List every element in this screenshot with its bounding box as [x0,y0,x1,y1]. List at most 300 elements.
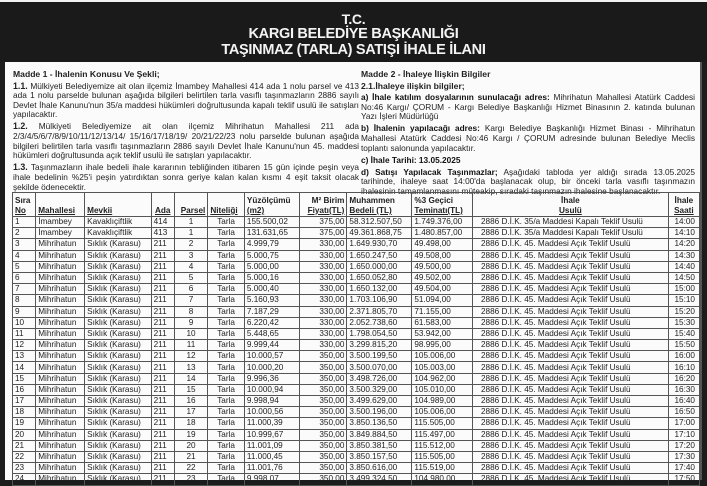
cell-ada: 211 [151,261,174,272]
cell-teminat: 115.505,00 [412,418,473,429]
cell-mevkii: Sıklık (Karasu) [85,239,151,250]
cell-sira: 17 [13,396,36,407]
cell-ada: 211 [151,440,174,451]
cell-mevkii: Sıklık (Karasu) [85,384,151,395]
col-saat-line2: Saati [674,206,694,215]
cell-saat: 16:30 [668,384,699,395]
cell-teminat: 98.995,00 [412,340,473,351]
cell-teminat: 105.003,00 [412,362,473,373]
cell-usul: 2886 D.İ.K. 45. Maddesi Açık Teklif Usulü [472,250,668,261]
cell-sira: 13 [13,351,36,362]
cell-saat: 15:30 [668,317,699,328]
cell-nitelik: Tarla [208,440,245,451]
cell-sira: 19 [13,418,36,429]
cell-nitelik: Tarla [208,328,245,339]
cell-sira: 15 [13,373,36,384]
table-row [13,239,700,250]
article-1 [13,70,359,195]
cell-sira: 9 [13,306,36,317]
cell-parsel: 16 [174,396,208,407]
cell-mahalle: Mihrihatun [36,317,85,328]
col-teminat [412,193,473,217]
cell-muhammen: 3.850.157,50 [347,451,412,462]
cell-ada: 211 [151,373,174,384]
cell-saat: 17:10 [668,429,699,440]
cell-ada: 211 [151,317,174,328]
cell-mevkii: Sıklık (Karasu) [85,418,151,429]
table-row [13,317,700,328]
cell-mevkii: Sıklık (Karasu) [85,317,151,328]
cell-teminat: 61.583,00 [412,317,473,328]
article-1-2-text: Mülkiyeti Belediyemize ait olan ilçemiz Mihrihatun Mahallesi 211 ada 2/3/4/5/6/7/8/9/10/11/12/13/14/ 15/16/17/18/19/ 20/21/22/23 nolu parselde bulunan aşağıda bilgileri belirtilen tarla vasıflı taşınmazların 2886 sayılı Devlet İhale Kanunu'nun 45. maddesi hükümleri doğrultusunda açık teklif usulü ile satışları yapılacaktır. [13,121,359,161]
cell-saat: 14:30 [668,250,699,261]
col-usul-line1: İhale [561,196,580,205]
cell-ada: 211 [151,474,174,485]
cell-nitelik: Tarla [208,272,245,283]
cell-usul: 2886 D.İ.K. 45. Maddesi Açık Teklif Usulü [472,362,668,373]
cell-parsel: 13 [174,362,208,373]
cell-teminat: 104.989,00 [412,396,473,407]
cell-yuzolcum: 5.000,00 [244,261,299,272]
cell-sira: 2 [13,228,36,239]
cell-teminat: 104.980,00 [412,474,473,485]
cell-sira: 10 [13,317,36,328]
cell-usul: 2886 D.İ.K. 45. Maddesi Açık Teklif Usulü [472,351,668,362]
cell-muhammen: 3.499.324,50 [347,474,412,485]
cell-nitelik: Tarla [208,384,245,395]
col-nitelik-label: Niteliği [210,206,238,215]
cell-saat: 17:00 [668,418,699,429]
table-row [13,384,700,395]
cell-usul: 2886 D.İ.K. 45. Maddesi Açık Teklif Usulü [472,272,668,283]
cell-yuzolcum: 9.996,36 [244,373,299,384]
cell-nitelik: Tarla [208,396,245,407]
cell-mevkii: Sıklık (Karasu) [85,463,151,474]
article-1-3-number: 1.3. [13,162,28,173]
cell-teminat: 71.155,00 [412,306,473,317]
cell-mevkii: Sıklık (Karasu) [85,373,151,384]
col-sira-line2: No [15,206,26,215]
cell-nitelik: Tarla [208,418,245,429]
cell-mahalle: Mihrihatun [36,351,85,362]
cell-birim-fiyat: 330,00 [300,261,347,272]
cell-parsel: 18 [174,418,208,429]
article-2-1-heading: 2.1.İhaleye ilişkin bilgiler; [361,80,465,91]
cell-nitelik: Tarla [208,284,245,295]
cell-saat: 16:20 [668,373,699,384]
cell-parsel: 6 [174,284,208,295]
cell-parsel: 7 [174,295,208,306]
cell-usul: 2886 D.İ.K. 45. Maddesi Açık Teklif Usulü [472,418,668,429]
cell-muhammen: 3.500.329,00 [347,384,412,395]
cell-parsel: 1 [174,217,208,228]
cell-muhammen: 1.650.247,50 [347,250,412,261]
col-parsel [174,193,208,217]
cell-mahalle: Mihrihatun [36,407,85,418]
col-nitelik [208,193,245,217]
cell-mevkii: Sıklık (Karasu) [85,351,151,362]
cell-usul: 2886 D.İ.K. 45. Maddesi Açık Teklif Usulü [472,463,668,474]
cell-mahalle: Mihrihatun [36,396,85,407]
cell-saat: 16:00 [668,351,699,362]
cell-mevkii: Sıklık (Karasu) [85,250,151,261]
cell-usul: 2886 D.İ.K. 45. Maddesi Açık Teklif Usulü [472,396,668,407]
notice-header [0,2,707,62]
table-row [13,306,700,317]
cell-sira: 4 [13,250,36,261]
cell-ada: 211 [151,250,174,261]
cell-birim-fiyat: 350,00 [300,351,347,362]
cell-nitelik: Tarla [208,217,245,228]
header-line-municipality: KARGI BELEDİYE BAŞKANLIĞI [248,26,459,42]
article-2-heading: Madde 2 - İhaleye İlişkin Bilgiler [361,69,491,79]
cell-nitelik: Tarla [208,451,245,462]
table-row [13,340,700,351]
cell-yuzolcum: 5.000,75 [244,250,299,261]
cell-mahalle: Mihrihatun [36,272,85,283]
article-2-c [361,156,695,166]
cell-birim-fiyat: 330,00 [300,250,347,261]
cell-usul: 2886 D.İ.K. 45. Maddesi Açık Teklif Usulü [472,451,668,462]
cell-parsel: 10 [174,328,208,339]
col-birim-line1: M² Birim [311,196,345,205]
col-saat-line1: İhale [674,196,694,205]
table-row [13,328,700,339]
cell-yuzolcum: 4.999,79 [244,239,299,250]
cell-muhammen: 1.650.000,00 [347,261,412,272]
article-1-1 [13,82,359,120]
cell-mahalle: Mihrihatun [36,306,85,317]
cell-mevkii: Sıklık (Karasu) [85,429,151,440]
col-birim-line2: Fiyatı(TL) [307,206,345,215]
cell-usul: 2886 D.İ.K. 45. Maddesi Açık Teklif Usulü [472,440,668,451]
col-sira [13,193,36,217]
table-row [13,250,700,261]
cell-teminat: 105.010,00 [412,384,473,395]
cell-birim-fiyat: 350,00 [300,384,347,395]
cell-yuzolcum: 11.001,76 [244,463,299,474]
cell-muhammen: 3.850.136,50 [347,418,412,429]
col-teminat-line2: Teminatı(TL) [414,206,463,215]
col-birim-fiyat [300,193,347,217]
cell-sira: 14 [13,362,36,373]
cell-yuzolcum: 9.999,44 [244,340,299,351]
cell-birim-fiyat: 350,00 [300,440,347,451]
cell-mevkii: Sıklık (Karasu) [85,306,151,317]
col-muhammen [347,193,412,217]
cell-parsel: 2 [174,239,208,250]
cell-birim-fiyat: 350,00 [300,451,347,462]
cell-yuzolcum: 10.000,57 [244,351,299,362]
cell-yuzolcum: 11.000,45 [244,451,299,462]
cell-parsel: 21 [174,451,208,462]
cell-birim-fiyat: 330,00 [300,284,347,295]
cell-parsel: 23 [174,474,208,485]
cell-mevkii: Kavaklıçiftlik [85,217,151,228]
cell-mevkii: Sıklık (Karasu) [85,451,151,462]
cell-muhammen: 3.849.884,50 [347,429,412,440]
article-2-b-text: Kargı Belediye Başkanlığı Hizmet Binası - Mihrihatun Mahallesi Atatürk Caddesi No:46 Kargı / ÇORUM adresinde bulunan Belediye Meclis toplantı salonunda yapılacaktır. [361,123,696,153]
cell-birim-fiyat: 330,00 [300,295,347,306]
cell-muhammen: 1.649.930,70 [347,239,412,250]
col-mevkii-label: Mevkii [87,206,113,215]
cell-teminat: 104.962,00 [412,373,473,384]
cell-sira: 8 [13,295,36,306]
cell-nitelik: Tarla [208,295,245,306]
cell-ada: 211 [151,384,174,395]
cell-mevkii: Sıklık (Karasu) [85,396,151,407]
cell-ada: 211 [151,396,174,407]
article-1-2-number: 1.2. [13,121,28,132]
cell-birim-fiyat: 350,00 [300,407,347,418]
cell-ada: 211 [151,451,174,462]
cell-yuzolcum: 11.001,09 [244,440,299,451]
cell-teminat: 115.497,00 [412,429,473,440]
cell-mahalle: Mihrihatun [36,295,85,306]
cell-yuzolcum: 6.220,42 [244,317,299,328]
col-mahalle-label: Mahallesi [38,206,76,215]
article-2-a-label: a) İhale katılım dosyalarının sunulacağı adres: [361,92,550,103]
table-row [13,474,700,485]
cell-ada: 211 [151,407,174,418]
cell-teminat: 1.749.376,00 [412,217,473,228]
cell-sira: 1 [13,217,36,228]
cell-muhammen: 1.650.132,00 [347,284,412,295]
table-row [13,261,700,272]
cell-sira: 5 [13,261,36,272]
cell-saat: 14:40 [668,261,699,272]
table-row [13,429,700,440]
cell-usul: 2886 D.İ.K. 45. Maddesi Açık Teklif Usulü [472,317,668,328]
cell-yuzolcum: 131.631,65 [244,228,299,239]
col-sira-line1: Sıra [15,196,31,205]
cell-sira: 23 [13,463,36,474]
cell-ada: 211 [151,328,174,339]
cell-muhammen: 3.500.196,00 [347,407,412,418]
cell-ada: 211 [151,295,174,306]
article-1-2 [13,122,359,160]
col-ada-label: Ada [154,206,171,215]
cell-teminat: 49.504,00 [412,284,473,295]
article-2-d-text: Aşağıdaki tabloda yer aldığı sırada 13.05.2025 tarihinde, ihaleye saat 14:00'da başlanacak olup, bir önceki tarla vasıflı taşınmazın ihalesinin tamamlanmasını müteakip, sıradaki taşınmazın ihalesine başlanacaktır. [361,166,695,197]
article-1-1-number: 1.1. [13,80,28,91]
cell-muhammen: 1.798.054,50 [347,328,412,339]
cell-teminat: 51.094,00 [412,295,473,306]
cell-birim-fiyat: 350,00 [300,362,347,373]
cell-mahalle: Mihrihatun [36,474,85,485]
cell-usul: 2886 D.İ.K. 35/a Maddesi Kapalı Teklif Usulü [472,217,668,228]
cell-mahalle: İmambey [36,217,85,228]
col-yuzolcum-line1: Yüzölçümü [246,196,291,205]
cell-mevkii: Kavaklıçiftlik [85,228,151,239]
col-mahalle [36,193,85,217]
cell-usul: 2886 D.İ.K. 45. Maddesi Açık Teklif Usulü [472,306,668,317]
cell-yuzolcum: 155.500,02 [244,217,299,228]
cell-usul: 2886 D.İ.K. 35/a Maddesi Kapalı Teklif Usulü [472,228,668,239]
cell-mahalle: İmambey [36,228,85,239]
cell-saat: 15:40 [668,328,699,339]
table-row [13,295,700,306]
cell-teminat: 49.500,00 [412,261,473,272]
cell-birim-fiyat: 350,00 [300,396,347,407]
cell-mevkii: Sıklık (Karasu) [85,340,151,351]
cell-sira: 16 [13,384,36,395]
cell-usul: 2886 D.İ.K. 45. Maddesi Açık Teklif Usulü [472,384,668,395]
cell-birim-fiyat: 330,00 [300,317,347,328]
table-row [13,284,700,295]
right-frame-border [700,62,702,480]
col-ada [151,193,174,217]
cell-mevkii: Sıklık (Karasu) [85,440,151,451]
cell-yuzolcum: 10.000,94 [244,384,299,395]
cell-parsel: 1 [174,228,208,239]
cell-mahalle: Mihrihatun [36,451,85,462]
article-2-b-label: b) İhalenin yapılacağı adres: [361,123,480,134]
cell-saat: 17:30 [668,451,699,462]
cell-usul: 2886 D.İ.K. 45. Maddesi Açık Teklif Usulü [472,407,668,418]
cell-birim-fiyat: 350,00 [300,429,347,440]
cell-muhammen: 58.312.507,50 [347,217,412,228]
table-row [13,451,700,462]
col-yuzolcum-line2: (m2) [246,206,265,215]
cell-sira: 12 [13,340,36,351]
cell-usul: 2886 D.İ.K. 45. Maddesi Açık Teklif Usulü [472,295,668,306]
cell-sira: 3 [13,239,36,250]
cell-parsel: 3 [174,250,208,261]
col-yuzolcum [244,193,299,217]
cell-nitelik: Tarla [208,407,245,418]
notice-body [5,62,701,484]
cell-saat: 16:50 [668,407,699,418]
cell-nitelik: Tarla [208,317,245,328]
cell-nitelik: Tarla [208,239,245,250]
col-muhammen-line1: Muhammen [349,196,395,205]
cell-teminat: 115.512,00 [412,440,473,451]
cell-muhammen: 2.052.738,60 [347,317,412,328]
cell-teminat: 105.006,00 [412,351,473,362]
cell-sira: 20 [13,429,36,440]
cell-mevkii: Sıklık (Karasu) [85,261,151,272]
cell-saat: 15:10 [668,295,699,306]
cell-usul: 2886 D.İ.K. 45. Maddesi Açık Teklif Usulü [472,261,668,272]
cell-ada: 211 [151,340,174,351]
table-row [13,396,700,407]
cell-usul: 2886 D.İ.K. 45. Maddesi Açık Teklif Usulü [472,239,668,250]
header-line-title: TAŞINMAZ (TARLA) SATIŞI İHALE İLANI [221,42,486,58]
cell-saat: 15:50 [668,340,699,351]
cell-muhammen: 1.703.106,90 [347,295,412,306]
table-row [13,407,700,418]
cell-mevkii: Sıklık (Karasu) [85,328,151,339]
cell-birim-fiyat: 350,00 [300,418,347,429]
cell-teminat: 49.498,00 [412,239,473,250]
cell-nitelik: Tarla [208,261,245,272]
cell-mahalle: Mihrihatun [36,362,85,373]
cell-mevkii: Sıklık (Karasu) [85,272,151,283]
cell-muhammen: 49.361.868,75 [347,228,412,239]
cell-nitelik: Tarla [208,429,245,440]
cell-saat: 17:20 [668,440,699,451]
cell-ada: 211 [151,362,174,373]
cell-birim-fiyat: 375,00 [300,217,347,228]
cell-usul: 2886 D.İ.K. 45. Maddesi Açık Teklif Usulü [472,284,668,295]
cell-saat: 16:10 [668,362,699,373]
cell-usul: 2886 D.İ.K. 45. Maddesi Açık Teklif Usulü [472,474,668,485]
cell-sira: 22 [13,451,36,462]
cell-ada: 211 [151,306,174,317]
col-usul-line2: Usulü [559,206,582,215]
article-2 [361,70,695,199]
cell-birim-fiyat: 350,00 [300,373,347,384]
cell-birim-fiyat: 330,00 [300,272,347,283]
table-row [13,228,700,239]
cell-parsel: 4 [174,261,208,272]
cell-muhammen: 3.299.815,20 [347,340,412,351]
cell-mahalle: Mihrihatun [36,429,85,440]
cell-mahalle: Mihrihatun [36,463,85,474]
table-row [13,373,700,384]
table-row [13,272,700,283]
cell-yuzolcum: 10.000,56 [244,407,299,418]
cell-mahalle: Mihrihatun [36,239,85,250]
cell-yuzolcum: 11.000,39 [244,418,299,429]
cell-birim-fiyat: 330,00 [300,340,347,351]
table-row [13,440,700,451]
cell-parsel: 12 [174,351,208,362]
cell-mahalle: Mihrihatun [36,250,85,261]
col-mevkii [85,193,151,217]
cell-saat: 14:00 [668,217,699,228]
col-saat [668,193,699,217]
cell-yuzolcum: 10.000,20 [244,362,299,373]
cell-usul: 2886 D.İ.K. 45. Maddesi Açık Teklif Usulü [472,328,668,339]
cell-parsel: 22 [174,463,208,474]
cell-saat: 17:40 [668,463,699,474]
cell-sira: 21 [13,440,36,451]
cell-teminat: 115.505,00 [412,451,473,462]
cell-ada: 413 [151,228,174,239]
cell-birim-fiyat: 330,00 [300,328,347,339]
table-header-row [13,193,700,217]
cell-yuzolcum: 5.000,16 [244,272,299,283]
article-1-heading: Madde 1 - İhalenin Konusu Ve Şekli; [13,69,160,79]
cell-nitelik: Tarla [208,463,245,474]
cell-saat: 14:50 [668,272,699,283]
cell-ada: 211 [151,239,174,250]
cell-mahalle: Mihrihatun [36,340,85,351]
cell-usul: 2886 D.İ.K. 45. Maddesi Açık Teklif Usulü [472,340,668,351]
cell-muhammen: 3.498.726,00 [347,373,412,384]
cell-nitelik: Tarla [208,474,245,485]
cell-parsel: 17 [174,407,208,418]
cell-birim-fiyat: 350,00 [300,463,347,474]
cell-sira: 11 [13,328,36,339]
col-parsel-label: Parsel [180,206,206,215]
cell-yuzolcum: 7.187,29 [244,306,299,317]
cell-mahalle: Mihrihatun [36,440,85,451]
cell-teminat: 49.502,00 [412,272,473,283]
article-2-b [361,124,695,153]
cell-teminat: 49.508,00 [412,250,473,261]
cell-parsel: 9 [174,317,208,328]
cell-ada: 211 [151,284,174,295]
cell-teminat: 105.006,00 [412,407,473,418]
cell-ada: 211 [151,429,174,440]
article-1-1-text: Mülkiyeti Belediyemize ait olan ilçemiz İmambey Mahallesi 414 ada 1 nolu parsel ve 413 ada 1 nolu parselde bulunan aşağıda bilgileri belirtilen tarla vasıflı taşınmazların 2886 sayılı Devlet İhale Kanunu'nun 35/a maddesi hükümleri doğrultusunda kapalı teklif usulü ile satışları yapılacaktır. [13,80,359,120]
cell-birim-fiyat: 375,00 [300,228,347,239]
table-row [13,217,700,228]
cell-parsel: 8 [174,306,208,317]
